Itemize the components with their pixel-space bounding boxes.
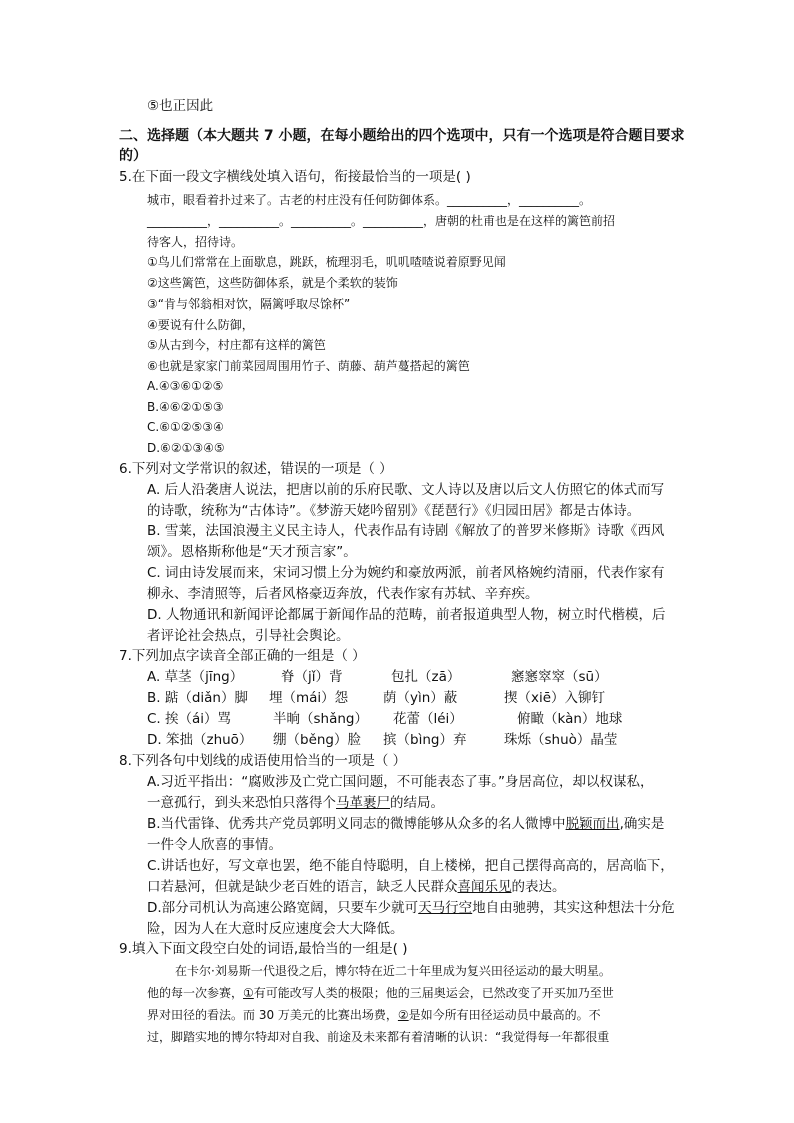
- underlined-idiom: 喜闻乐见: [457, 879, 512, 895]
- q8-option-a-cont: 一意孤行，到头来恐怕只落得个马革裹尸的结局。: [147, 795, 444, 811]
- q8-option-c-cont: 口若悬河，但就是缺少老百姓的语言，缺乏人民群众喜闻乐见的表达。: [147, 879, 566, 895]
- q5-item: ④要说有什么防御，: [147, 318, 254, 332]
- q7-cell: 花蕾（léi）: [393, 711, 463, 727]
- q6-option-d: D. 人物通讯和新闻评论都属于新闻作品的范畴，前者报道典型人物，树立时代楷模，后: [147, 607, 666, 623]
- q8-stem: 8.下列各句中划线的成语使用恰当的一项是（ ）: [119, 753, 407, 769]
- q9-passage-line4: 过，脚踏实地的博尔特却对自我、前途及未来都有着清晰的认识：“我觉得每一年都很重: [147, 1030, 610, 1044]
- q6-option-c: C. 词由诗发展而来，宋词习惯上分为婉约和豪放两派，前者风格婉约清丽，代表作家有: [147, 565, 665, 581]
- q7-stem: 7.下列加点字读音全部正确的一组是（ ）: [119, 648, 366, 664]
- q7-cell: 绷（běng）脸: [273, 732, 362, 748]
- q6-option-a-cont: 的诗歌，统称为“古体诗”。《梦游天姥吟留别》《琵琶行》《归园田居》都是古体诗。: [147, 503, 641, 519]
- q7-cell: 包扎（zā）: [391, 669, 461, 685]
- q8-option-d-cont: 险，因为人在大意时反应速度会大大降低。: [147, 921, 404, 937]
- q8-option-b-cont: 一件令人欣喜的事情。: [147, 837, 282, 853]
- q5-item: ②这些篱笆，这些防御体系，就是个柔软的装饰: [147, 276, 398, 290]
- q9-stem: 9.填入下面文段空白处的词语,最恰当的一组是( ): [119, 941, 408, 957]
- q7-cell: 珠烁（shuò）晶莹: [504, 732, 618, 748]
- q8-option-c: C.讲话也好，写文章也罢，绝不能自恃聪明，自上楼梯，把自己摆得高高的，居高临下，: [147, 858, 674, 874]
- section-heading-cont: 的）: [119, 148, 147, 164]
- q5-passage-line1: 城市，眼看着扑过来了。古老的村庄没有任何防御体系。__________，__________。: [147, 193, 592, 207]
- q7-cell: 窸窸窣窣（sū）: [511, 669, 608, 685]
- q6-option-d-cont: 者评论社会热点，引导社会舆论。: [147, 628, 350, 644]
- q5-stem: 5.在下面一段文字横线处填入语句，衔接最恰当的一项是( ): [119, 169, 471, 185]
- q5-option-c: C.⑥①②⑤③④: [147, 420, 224, 434]
- underlined-idiom: 天马行空: [418, 900, 473, 916]
- q7-cell: A. 草茎（jīng）: [147, 669, 244, 685]
- q5-option-d: D.⑥②①③④⑤: [147, 441, 225, 455]
- underlined-idiom: 脱颖而出: [565, 816, 620, 832]
- q8-option-a: A.习近平指出：“腐败涉及亡党亡国问题，不可能表态了事。”身居高位，却以权谋私，: [147, 774, 654, 790]
- section-heading: 二、选择题（本大题共 7 小题，在每小题给出的四个选项中，只有一个选项是符合题目要求: [119, 128, 685, 144]
- q7-cell: 脊（jǐ）背: [281, 669, 343, 685]
- q6-option-b-cont: 颂》。恩格斯称他是“天才预言家”。: [147, 544, 357, 560]
- q8-option-d: D.部分司机认为高速公路宽阔，只要车少就可天马行空地自由驰骋，其实这种想法十分危: [147, 900, 675, 916]
- q5-option-b: B.④⑥②①⑤③: [147, 400, 224, 414]
- q5-item: ⑤从古到今，村庄都有这样的篱笆: [147, 338, 326, 352]
- q7-cell: 埋（mái）怨: [269, 690, 349, 706]
- q7-cell: 揳（xiē）入铆钉: [504, 690, 606, 706]
- q7-cell: 摈（bìng）弃: [383, 732, 467, 748]
- q9-passage-line3: 界对田径的看法。而 30 万美元的比赛出场费，②是如今所有田径运动员中最高的。不: [147, 1008, 601, 1022]
- underlined-idiom: 马革裹尸: [336, 795, 390, 811]
- q5-passage-line3: 待客人，招待诗。: [147, 235, 244, 249]
- q5-item: ⑥也就是家家门前菜园周围用竹子、荫藤、葫芦蔓搭起的篱笆: [147, 359, 470, 373]
- q7-cell: 荫（yìn）蔽: [383, 690, 458, 706]
- q7-cell: 俯瞰（kàn）地球: [517, 711, 623, 727]
- q5-item: ③“肯与邻翁相对饮，隔篱呼取尽馀杯”: [147, 297, 351, 311]
- q6-option-a: A. 后人沿袭唐人说法，把唐以前的乐府民歌、文人诗以及唐以后文人仿照它的体式而写: [147, 482, 665, 498]
- q7-cell: B. 踮（diǎn）脚: [147, 690, 248, 706]
- blank-2: ②: [397, 1008, 409, 1022]
- q6-option-c-cont: 柳永、李清照等，后者风格豪迈奔放，代表作家有苏轼、辛弃疾。: [147, 586, 539, 602]
- q5-passage-line2: __________，__________。__________。__________，唐朝的杜甫也是在这样的篱笆前招: [147, 214, 616, 228]
- q7-cell: D. 笨拙（zhuō）: [147, 732, 253, 748]
- q9-passage-line2: 他的每一次参赛，①有可能改写人类的极限；他的三届奥运会，已然改变了开买加乃至世: [147, 986, 614, 1000]
- q6-option-b: B. 雪莱，法国浪漫主义民主诗人，代表作品有诗剧《解放了的普罗米修斯》诗歌《西风: [147, 523, 665, 539]
- q7-cell: 半晌（shǎng）: [273, 711, 368, 727]
- q9-passage-line1: 在卡尔·刘易斯一代退役之后，博尔特在近二十年里成为复兴田径运动的最大明星。: [175, 964, 611, 978]
- q5-option-a: A.④③⑥①②⑤: [147, 379, 224, 393]
- q5-item: ①鸟儿们常常在上面歇息，跳跃，梳理羽毛，叽叽喳喳说着原野见闻: [147, 255, 506, 269]
- blank-1: ①: [243, 986, 254, 1000]
- q7-cell: C. 挨（ái）骂: [147, 711, 232, 727]
- q6-stem: 6.下列对文学常识的叙述，错误的一项是（ ）: [119, 461, 393, 477]
- q8-option-b: B.当代雷锋、优秀共产党员郭明义同志的微博能够从众多的名人微博中脱颖而出,确实是: [147, 816, 665, 832]
- top-item: ⑤也正因此: [147, 98, 214, 114]
